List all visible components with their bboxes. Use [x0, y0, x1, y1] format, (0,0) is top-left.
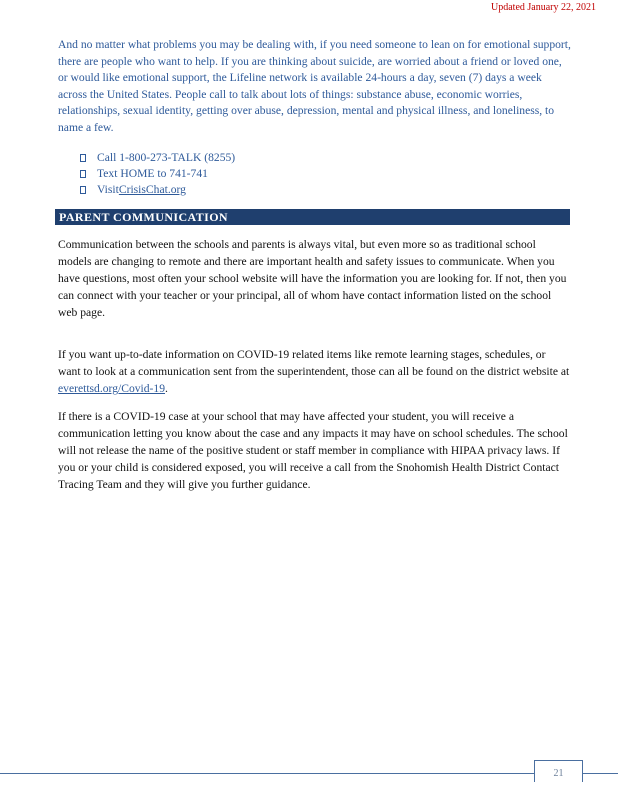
district-covid-link[interactable]: everettsd.org/Covid-19	[58, 382, 166, 395]
list-item	[80, 166, 235, 182]
bullet-icon	[80, 154, 86, 162]
list-item	[80, 182, 235, 198]
text-line-item: Text HOME to 741-741	[97, 167, 208, 180]
communication-paragraph: Communication between the schools and parents is always vital, but even more so as traditional school models are changing to remote and there are important health and safety issues to communicate. When you have questions, most often your school website will have the information you are looking for. If not, then you can connect with your teacher or your principal, all of whom have contact information listed on the school web page.	[58, 238, 567, 319]
lifeline-intro-paragraph: And no matter what problems you may be dealing with, if you need someone to lean on for emotional support, there are people who want to help. If you are thinking about suicide, are worried about a friend or loved one, or would like emotional support, the Lifeline network is available 24-hours a day, seven (7) days a week across the United States. People call to talk about lots of things: substance abuse, economic worries, relationships, sexual identity, getting over abuse, depression, mental and physical illness, and loneliness, to name a few.	[58, 38, 571, 134]
covid-info-paragraph	[58, 346, 570, 397]
bullet-icon	[80, 170, 86, 178]
footer-rule-right	[583, 773, 618, 774]
call-line-item: Call 1-800-273-TALK (8255)	[97, 151, 236, 164]
section-heading-parent-communication: PARENT COMMUNICATION	[55, 209, 570, 225]
footer-rule	[0, 773, 534, 774]
updated-date: Updated January 22, 2021	[491, 2, 596, 13]
page-number: 21	[534, 760, 583, 782]
visit-prefix: Visit	[97, 183, 119, 196]
covid-case-paragraph: If there is a COVID-19 case at your school that may have affected your student, you will receive a communication letting you know about the case and any impacts it may have on school schedules. The school will not release the name of the positive student or staff member in compliance with HIPAA privacy laws. If you or your child is considered exposed, you will receive a call from the Snohomish Health District Contact Tracing Team and they will give you further guidance.	[58, 410, 568, 491]
bullet-icon	[80, 186, 86, 194]
list-item	[80, 150, 235, 166]
crisis-resources-list	[80, 150, 235, 198]
crisischat-link[interactable]: CrisisChat.org	[118, 183, 186, 196]
covid-info-end: .	[165, 382, 168, 395]
covid-info-text: If you want up-to-date information on COVID-19 related items like remote learning stages, schedules, or want to look at a communication sent from the superintendent, those can all be found on the district website at	[58, 348, 570, 378]
